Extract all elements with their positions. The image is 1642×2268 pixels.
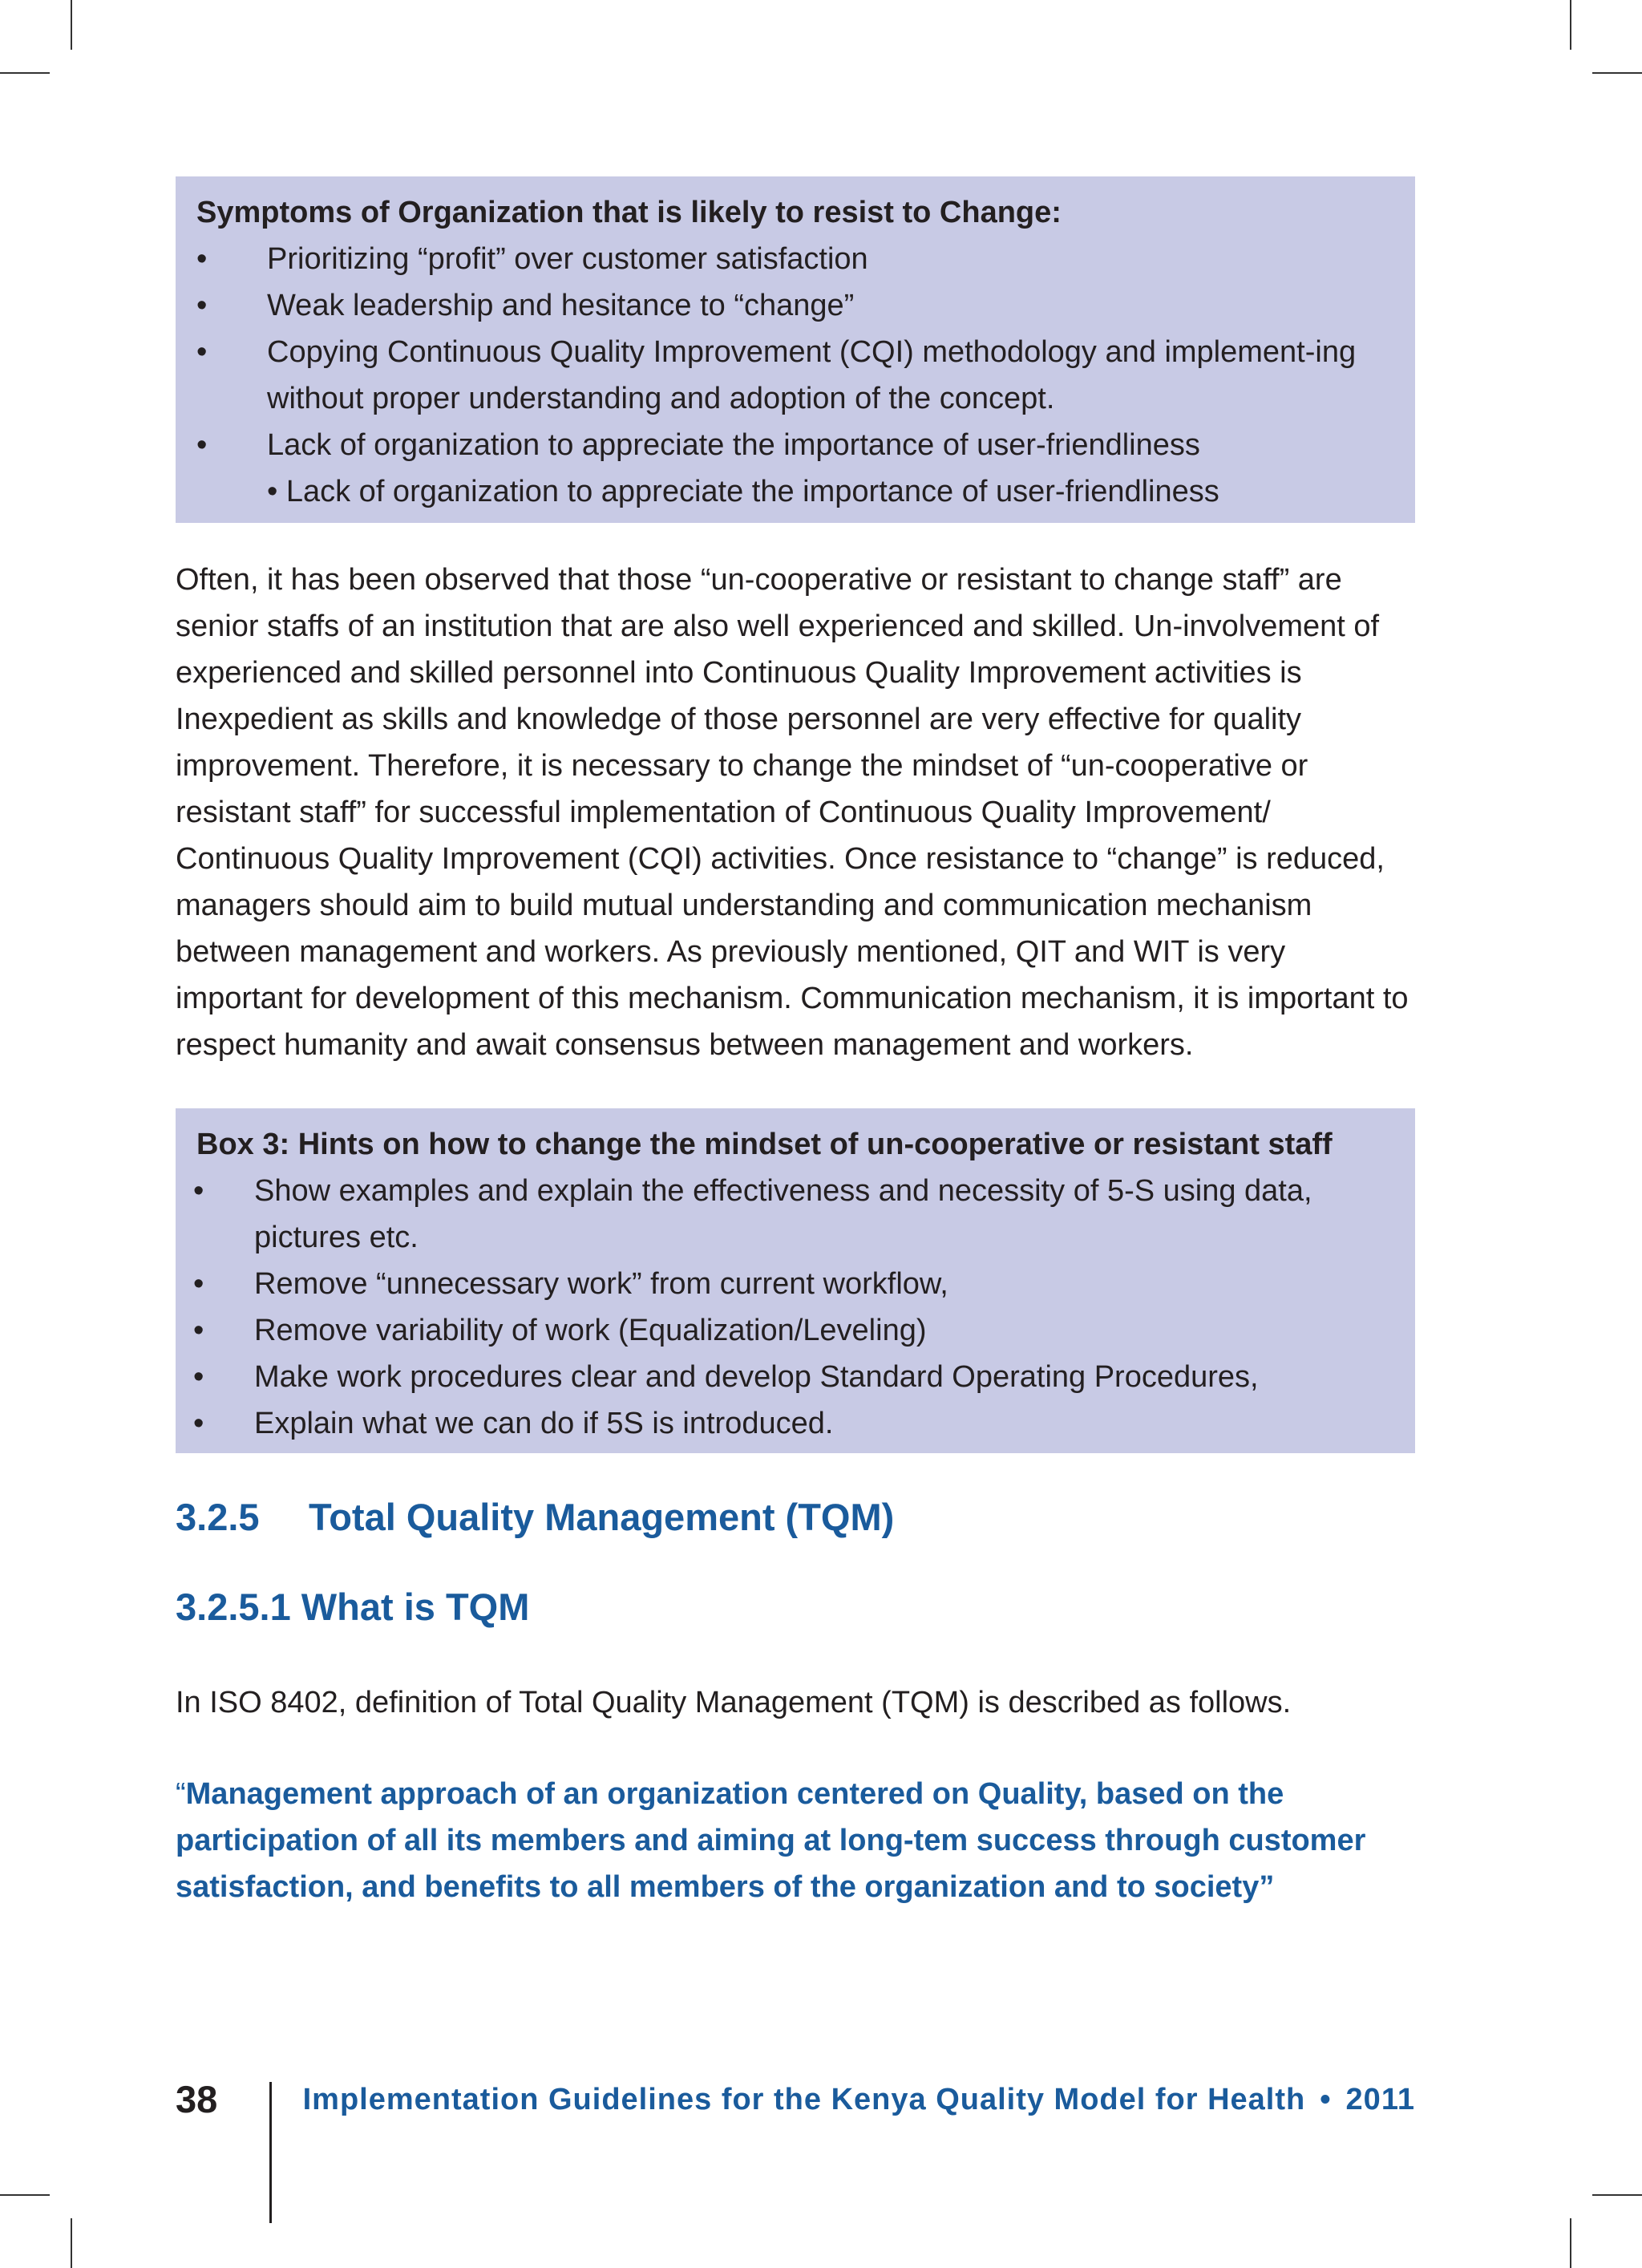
crop-mark [1570, 0, 1571, 50]
footer-title: Implementation Guidelines for the Kenya Quality Model for Health [302, 2083, 1306, 2116]
box-title: Box 3: Hints on how to change the mindset of un-cooperative or resistant staff [196, 1128, 1333, 1161]
hints-list [193, 1168, 1394, 1447]
quote-open-mark: “ [176, 1777, 186, 1811]
crop-mark [71, 2218, 72, 2268]
list-item: • Remove variability of work (Equalization/Leveling) [196, 1307, 1394, 1354]
crop-mark [1592, 72, 1642, 74]
bullet-icon: • [196, 335, 208, 369]
tqm-definition-quote [176, 1771, 1415, 1910]
subsection-title: What is TQM [301, 1586, 530, 1628]
box-title: Symptoms of Organization that is likely to resist to Change: [196, 196, 1062, 229]
quote-text: Management approach of an organization centered on Quality, based on the participation of all its members and aiming at long-tem success through customer satisfaction, and benefits to all members of the organization and to society” [176, 1777, 1366, 1904]
list-item: • Copying Continuous Quality Improvement (CQI) methodology and implement-ing without proper understanding and adoption of the concept. [196, 329, 1394, 422]
list-item: • Make work procedures clear and develop Standard Operating Procedures, [196, 1354, 1394, 1400]
section-number: 3.2.5 [176, 1496, 260, 1538]
bullet-icon: • [196, 242, 208, 276]
crop-mark [1570, 2218, 1571, 2268]
crop-mark [0, 2194, 50, 2196]
page-content [176, 176, 1415, 1910]
subsection-heading [176, 1583, 1415, 1631]
mindset-hints-box [176, 1108, 1415, 1453]
footer-year: 2011 [1345, 2083, 1415, 2116]
list-item: • Prioritizing “profit” over customer satisfaction [196, 236, 1394, 282]
section-title: Total Quality Management (TQM) [309, 1496, 895, 1538]
running-footer [303, 2076, 1415, 2124]
bullet-icon: • [193, 1314, 204, 1347]
section-heading [176, 1493, 1415, 1541]
list-item: • Weak leadership and hesitance to “change” [196, 282, 1394, 329]
resistance-symptoms-box [176, 176, 1415, 523]
list-item: • Show examples and explain the effectiveness and necessity of 5-S using data, pictures etc. [196, 1168, 1394, 1261]
list-item: • Explain what we can do if 5S is introduced. [196, 1400, 1394, 1447]
crop-mark [1592, 2194, 1642, 2196]
bullet-icon: • [193, 1174, 204, 1208]
footer-divider [269, 2082, 272, 2223]
bullet-icon: • [196, 289, 208, 322]
bullet-icon: • [196, 428, 208, 462]
crop-mark [71, 0, 72, 50]
crop-mark [0, 72, 50, 74]
bullet-icon: • [193, 1267, 204, 1301]
body-paragraph: In ISO 8402, definition of Total Quality Management (TQM) is described as follows. [176, 1686, 1292, 1719]
symptoms-list [196, 236, 1394, 468]
body-paragraph: Often, it has been observed that those “un-cooperative or resistant to change staff” are senior staffs of an institution that are also well experienced and skilled. Un-involvement of experienced and skilled personnel into Continuous Quality Improvement activities is Inexpedient as skills and knowledge of those personnel are very effective for quality improvement. Therefore, it is necessary to change the mindset of “un-cooperative or resistant staff” for successful implementation of Continuous Quality Improvement/ Continuous Quality Improvement (CQI) activities. Once resistance to “change” is reduced, managers should aim to build mutual understanding and communication mechanism between management and workers. As previously mentioned, QIT and WIT is very important for development of this mechanism. Communication mechanism, it is important to respect humanity and await consensus between management and workers. [176, 563, 1409, 1062]
page-number: 38 [176, 2078, 218, 2120]
bullet-icon: • [193, 1360, 204, 1394]
repeated-list-line: • Lack of organization to appreciate the importance of user-friendliness [267, 475, 1219, 508]
footer-separator: • [1320, 2083, 1332, 2116]
list-item: • Lack of organization to appreciate the importance of user-friendliness [196, 422, 1394, 468]
list-item: • Remove “unnecessary work” from current workflow, [196, 1261, 1394, 1307]
bullet-icon: • [193, 1407, 204, 1440]
subsection-number: 3.2.5.1 [176, 1586, 291, 1628]
